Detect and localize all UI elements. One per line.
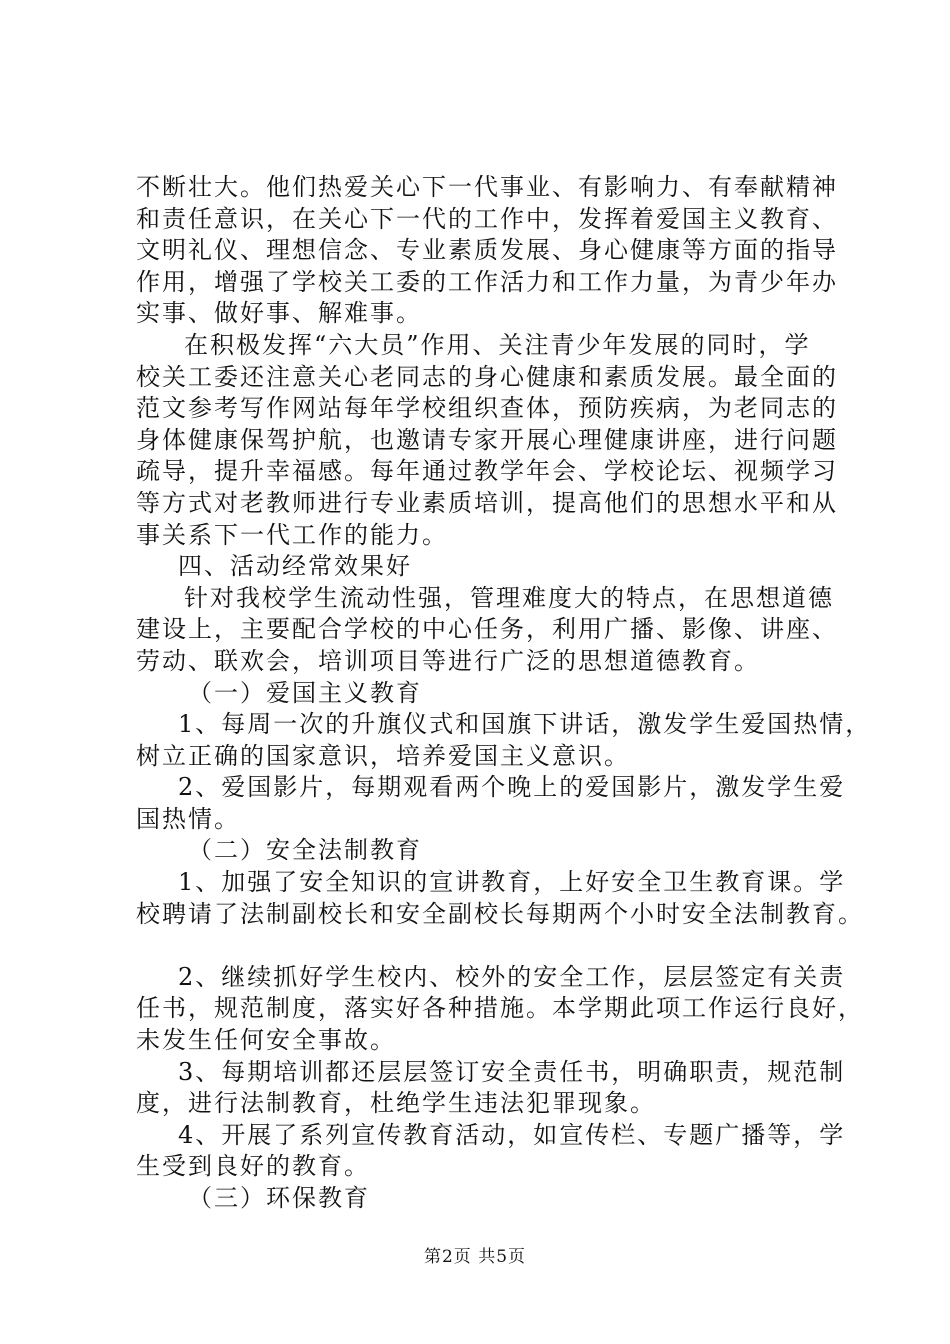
text-line: 事关系下一代工作的能力。	[136, 520, 448, 549]
subsection-heading: （三）环保教育	[188, 1184, 370, 1212]
text-line: 等方式对老教师进行专业素质培训，提高他们的思想水平和从	[136, 488, 838, 517]
list-item: 4、开展了系列宣传教育活动，如宣传栏、专题广播等，学	[178, 1120, 846, 1149]
text-line: 不断壮大。他们热爱关心下一代事业、有影响力、有奉献精神	[136, 173, 838, 201]
list-item: 3、每期培训都还层层签订安全责任书，明确职责，规范制	[178, 1057, 846, 1086]
subsection-heading: （一）爱国主义教育	[188, 678, 422, 707]
paragraph-start: 在积极发挥“六大员”作用、关注青少年发展的同时，学	[184, 330, 811, 359]
list-item: 1、加强了安全知识的宣讲教育，上好安全卫生教育课。学	[178, 868, 846, 897]
text-line: 疏导，提升幸福感。每年通过教学年会、学校论坛、视频学习	[136, 457, 838, 486]
list-item: 2、继续抓好学生校内、校外的安全工作，层层签定有关责	[178, 962, 846, 991]
text-line: 劳动、联欢会，培训项目等进行广泛的思想道德教育。	[136, 646, 760, 675]
text-line: 任书，规范制度，落实好各种措施。本学期此项工作运行良好，	[136, 994, 864, 1023]
text-line: 国热情。	[136, 804, 240, 833]
text-line: 和责任意识，在关心下一代的工作中，发挥着爱国主义教育、	[136, 204, 838, 233]
text-line: 生受到良好的教育。	[136, 1152, 370, 1181]
text-line: 实事、做好事、解难事。	[136, 299, 422, 328]
text-line: 未发生任何安全事故。	[136, 1026, 396, 1055]
section-heading: 四、活动经常效果好	[178, 552, 412, 581]
paragraph-start: 针对我校学生流动性强，管理难度大的特点，在思想道德	[184, 583, 834, 612]
text-line: 文明礼仪、理想信念、专业素质发展、身心健康等方面的指导	[136, 236, 838, 265]
blank-line	[136, 930, 848, 962]
text-line: 作用，增强了学校关工委的工作活力和工作力量，为青少年办	[136, 267, 838, 296]
document-body	[136, 172, 872, 1215]
subsection-heading: （二）安全法制教育	[188, 836, 422, 865]
page-number-footer: 第2页 共5页	[423, 1247, 527, 1267]
text-line: 范文参考写作网站每年学校组织查体，预防疾病，为老同志的	[136, 394, 838, 423]
text-line: 度，进行法制教育，杜绝学生违法犯罪现象。	[136, 1089, 656, 1118]
text-line: 校关工委还注意关心老同志的身心健康和素质发展。最全面的	[136, 362, 838, 391]
text-line: 身体健康保驾护航，也邀请专家开展心理健康讲座，进行问题	[136, 425, 838, 454]
text-line: 校聘请了法制副校长和安全副校长每期两个小时安全法制教育。	[136, 899, 864, 928]
list-item: 1、每周一次的升旗仪式和国旗下讲话，激发学生爱国热情，	[178, 710, 872, 739]
text-line: 建设上，主要配合学校的中心任务，利用广播、影像、讲座、	[136, 615, 838, 644]
text-line: 树立正确的国家意识，培养爱国主义意识。	[136, 741, 630, 770]
list-item: 2、爱国影片，每期观看两个晚上的爱国影片，激发学生爱	[178, 773, 846, 802]
